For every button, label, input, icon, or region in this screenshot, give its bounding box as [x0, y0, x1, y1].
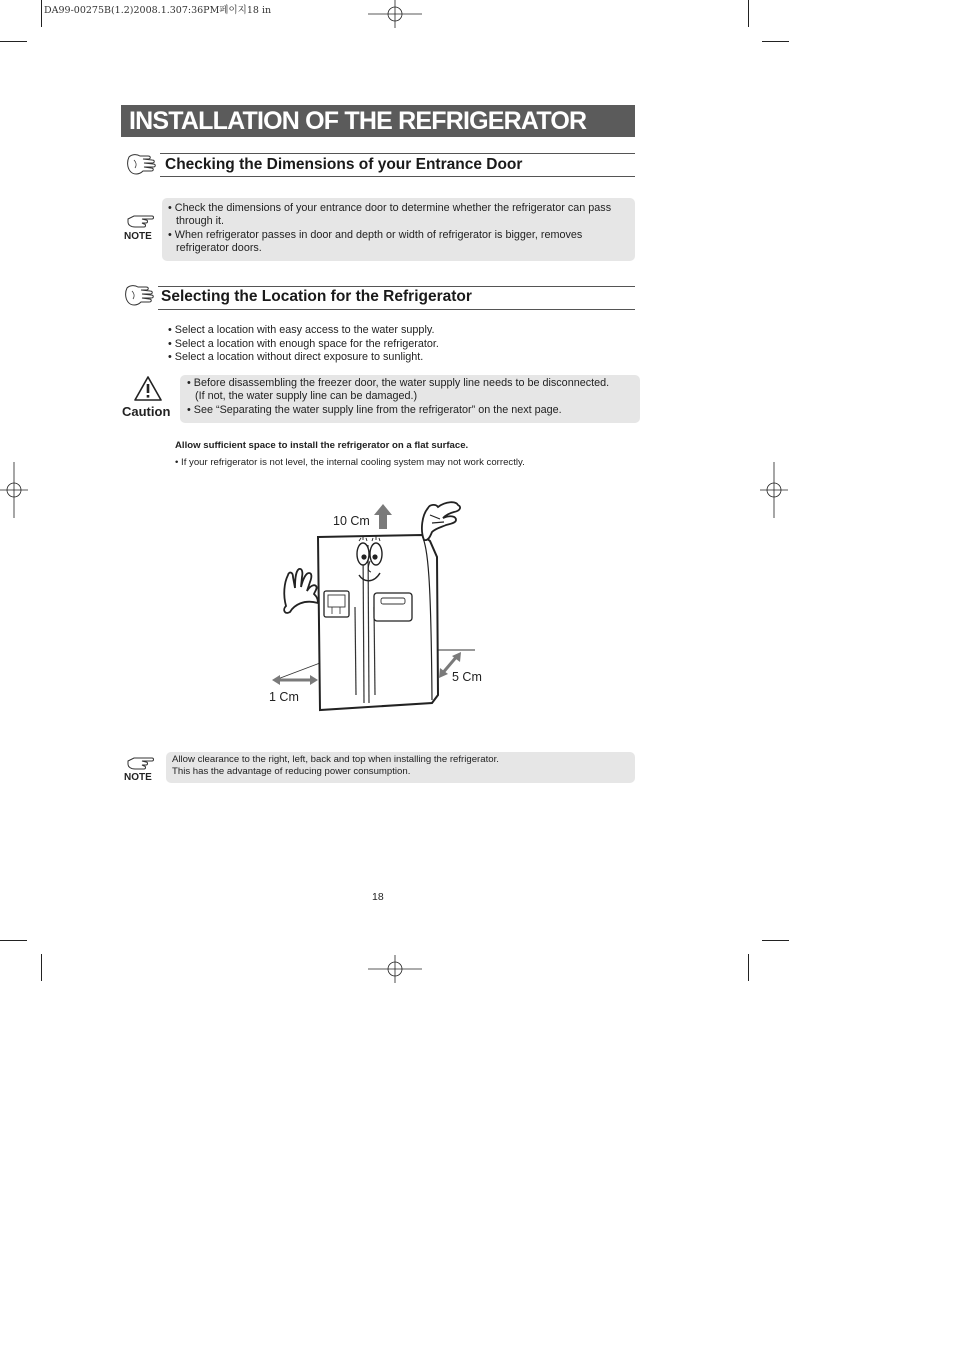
note-line: refrigerator doors. [176, 242, 262, 255]
section-rule [158, 309, 635, 310]
section-hand-icon [126, 151, 158, 181]
note-line: through it. [176, 215, 225, 228]
caution-line: • See “Separating the water supply line from the refrigerator” on the next page. [187, 403, 562, 416]
crop-mark [0, 940, 27, 941]
caution-line: • Before disassembling the freezer door, the water supply line needs to be disconnected. [187, 377, 610, 389]
refrigerator-clearance-illustration [260, 495, 500, 720]
note-label: NOTE [124, 231, 152, 242]
page-title: INSTALLATION OF THE REFRIGERATOR [129, 107, 587, 135]
caution-box [180, 375, 640, 423]
note-line: This has the advantage of reducing power consumption. [172, 766, 411, 777]
registration-mark-icon [368, 955, 422, 983]
section-rule [158, 286, 635, 287]
flat-surface-heading: Allow sufficient space to install the refrigerator on a flat surface. [175, 440, 469, 451]
section-rule [160, 176, 635, 177]
section-hand-icon [124, 282, 156, 312]
note-line: Allow clearance to the right, left, back and top when installing the refrigerator. [172, 754, 499, 765]
caution-line: (If not, the water supply line can be damaged.) [195, 390, 418, 403]
registration-mark-icon [368, 0, 422, 28]
flat-surface-note: • If your refrigerator is not level, the internal cooling system may not work correctly. [175, 457, 525, 468]
section-rule [160, 153, 635, 154]
right-hand [422, 502, 460, 540]
hand-pointer-icon [126, 214, 156, 230]
crop-mark [41, 954, 42, 981]
registration-mark-icon [760, 462, 788, 518]
crop-mark [748, 954, 749, 981]
warning-triangle-icon [133, 375, 163, 402]
top-clearance-label: 10 Cm [333, 514, 370, 528]
crop-mark [762, 940, 789, 941]
note-line: • When refrigerator passes in door and depth or width of refrigerator is bigger, removes [168, 228, 583, 241]
side-clearance-label: 1 Cm [269, 690, 299, 704]
note-label: NOTE [124, 772, 152, 783]
crop-mark [748, 0, 749, 27]
left-hand [284, 569, 318, 613]
registration-mark-icon [0, 462, 28, 518]
crop-mark [41, 0, 42, 27]
list-item: • Select a location with easy access to the water supply. [168, 324, 435, 336]
crop-mark [0, 41, 27, 42]
crop-mark [762, 41, 789, 42]
hand-pointer-icon [126, 756, 156, 772]
caution-label: Caution [122, 404, 171, 419]
list-item: • Select a location with enough space for the refrigerator. [168, 337, 439, 350]
note-box [166, 752, 635, 783]
print-header: DA99-00275B(1.2)2008.1.307:36PM페이지18 in [44, 5, 272, 16]
arrow-up-icon [374, 504, 392, 529]
note-box [162, 198, 635, 261]
title-bar [121, 105, 635, 137]
page-number: 18 [372, 891, 384, 903]
home-bar [374, 593, 412, 621]
section-heading-location: Selecting the Location for the Refrigerator [161, 288, 472, 305]
back-clearance-label: 5 Cm [452, 670, 482, 684]
list-item: • Select a location without direct exposure to sunlight. [168, 351, 424, 364]
location-bullet-list [168, 324, 628, 365]
section-heading-entrance-door: Checking the Dimensions of your Entrance Door [165, 156, 523, 173]
note-line: • Check the dimensions of your entrance door to determine whether the refrigerator can pass [168, 202, 612, 214]
